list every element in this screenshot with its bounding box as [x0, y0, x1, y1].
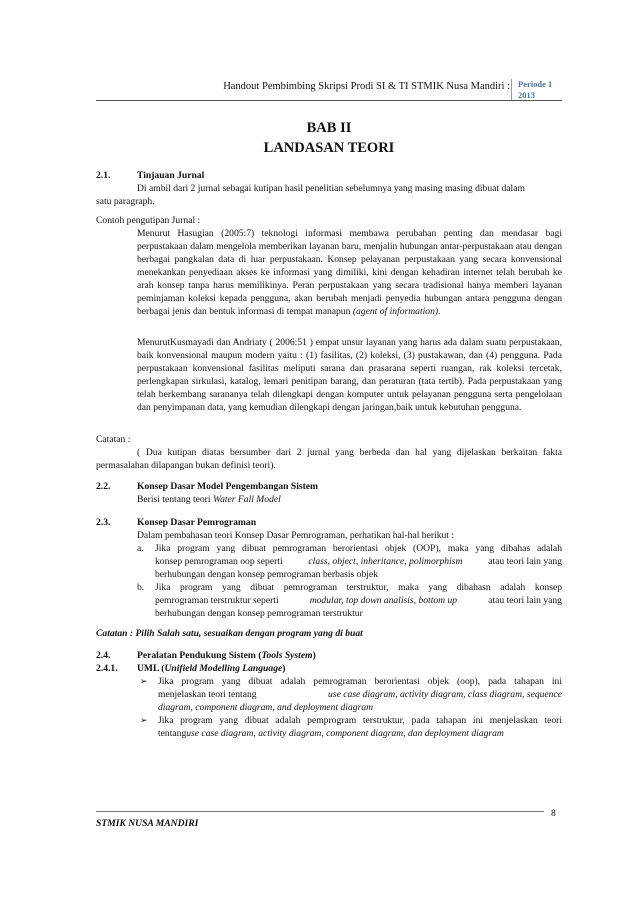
section-2-4-1-title-post: )	[282, 663, 286, 674]
section-2-4-title	[137, 649, 316, 662]
list-b-marker: b.	[137, 582, 145, 593]
bullet-1-line2-pre: menjelaskan teori tentang	[158, 689, 257, 700]
list-b-line2-italic: modular, top down analisis, bottom up	[309, 595, 458, 606]
bullet-2-line2	[158, 727, 504, 740]
note-choose-one: Catatan : Pilih Salah satu, sesuaikan dengan program yang di buat	[96, 628, 363, 639]
list-a-line3: berhubungan dengan konsep pemrograman berbasis objek	[155, 569, 378, 580]
header-divider	[96, 100, 562, 101]
list-b-line2	[155, 594, 562, 607]
header-title: Handout Pembimbing Skripsi Prodi SI & TI STMIK Nusa Mandiri :	[223, 81, 510, 92]
section-2-2-text-italic: Water Fall Model	[212, 494, 281, 505]
section-2-4-number: 2.4.	[96, 650, 111, 661]
section-2-2-number: 2.2.	[96, 481, 111, 492]
section-2-1-intro-line2: satu paragraph.	[96, 196, 155, 207]
bullet-arrow-icon: ➢	[140, 676, 148, 686]
bullet-1-line2	[158, 688, 562, 701]
note-line1: ( Dua kutipan diatas bersumber dari 2 jurnal yang berbeda dan hal yang dijelaskan berkaitan fakta	[137, 447, 562, 458]
footer-divider	[96, 811, 544, 812]
bullet-1-line2-italic: use case diagram, activity diagram, class diagram, sequence	[328, 689, 562, 700]
period-badge	[511, 79, 568, 101]
bullet-2-line1: Jika program yang dibuat adalah pemprogram terstruktur, pada tahapan ini menjelaskan teori	[158, 715, 562, 726]
section-2-2-text	[137, 493, 281, 506]
section-2-4-title-pre: Peralatan Pendukung Sistem (	[137, 650, 262, 661]
section-2-4-title-italic: Tools System	[261, 650, 313, 661]
period-label: Periode 1	[518, 79, 553, 89]
section-2-3-number: 2.3.	[96, 517, 111, 528]
section-2-3-intro: Dalam pembahasan teori Konsep Dasar Pemrograman, perhatikan hal-hal berikut :	[137, 530, 455, 541]
list-a-line2	[155, 555, 562, 568]
journal-quote-1-text: Menurut Hasugian (2005:7) teknologi informasi membawa perubahan penting dan mendasar bagi perpustakaan dalam mengelola memberikan layanan baru, menjalin hubungan antar-perpustakaan atau dengan berbagai pangkalan data di luar perpustakaan. Konsep pelayanan perpustakaan yang secara konvensional menekankan penyediaan akses ke informasi yang dimiliki, kini dengan kehadiran internet telah berubah ke arah konsep tanpa harus memilikinya. Peran perpustakaan yang secara tradisional hanya memberi layanan peminjaman koleksi kepada pengguna, akan berubah menjadi penyedia hubungan antara pengguna dengan berbagai jenis dan bentuk informasi di tempat manapun	[137, 228, 562, 317]
section-2-2-title: Konsep Dasar Model Pengembangan Sistem	[137, 481, 319, 492]
list-b-line3: berhubungan dengan konsep pemrograman terstruktur	[155, 608, 363, 619]
section-2-4-1-title-italic: Unifield Modelling Language	[164, 663, 283, 674]
chapter-number: BAB II	[306, 120, 352, 136]
list-a-line2-italic: class, object, inheritance, polimorphism	[308, 556, 463, 567]
journal-quote-2: MenurutKusmayadi dan Andriaty ( 2006:51 ) empat unsur layanan yang harus ada dalam suatu perpustakaan, baik konvensional maupun modern yaitu : (1) fasilitas, (2) koleksi, (3) pustakawan, dan (4) pengguna. Pada perpustakaan konvensional fasilitas meliputi sarana dan prasarana seperti ruangan, rak koleksi tercetak, perlengkapan sirkulasi, katalog, lemari penitipan barang, dan peraturan (tata tertib). Pada perpustakaan yang telah berkembang sarananya telah dilengkapi dengan komputer untuk pelayanan pengguna serta pengelolaan dan penyimpanan data, yang kemudian dilengkapi dengan jaringan,baik untuk kebutuhan pengguna.	[137, 337, 562, 413]
list-b-line1: Jika program yang dibuat pemrograman terstruktur, maka yang dibahasn adalah konsep	[155, 582, 562, 593]
note-line2: permasalahan dilapangan bukan definisi teori).	[96, 460, 276, 471]
list-b-line2-post: atau teori lain yang	[488, 595, 562, 606]
bullet-arrow-icon: ➢	[140, 715, 148, 725]
footer-institution: STMIK NUSA MANDIRI	[96, 818, 199, 829]
section-2-4-1-title	[137, 662, 285, 675]
bullet-1-line3: diagram, component diagram, and deployment diagram	[158, 702, 374, 713]
bullet-2-line2-pre: tentang	[158, 728, 187, 739]
list-a-marker: a.	[137, 543, 144, 554]
section-2-2-text-plain: Berisi tentang teori	[137, 494, 211, 505]
section-2-1-number: 2.1.	[96, 170, 111, 181]
journal-quote-1-italic: (agent of information).	[352, 306, 441, 317]
period-year: 2013	[518, 90, 535, 100]
journal-quote-1	[137, 227, 562, 318]
list-a-line2-pre: konsep pemrograman oop seperti	[155, 556, 283, 567]
section-2-4-1-title-pre: UML (	[137, 663, 165, 674]
section-2-4-1-number: 2.4.1.	[96, 663, 118, 674]
bullet-1-line1: Jika program yang dibuat adalah pemrograman berorientasi objek (oop), pada tahapan ini	[158, 676, 562, 687]
note-label: Catatan :	[96, 434, 131, 445]
list-a-line2-post: atau teori lain yang	[488, 556, 562, 567]
section-2-1-title: Tinjauan Jurnal	[137, 170, 205, 181]
page-number: 8	[551, 808, 556, 819]
bullet-2-line2-italic: use case diagram, activity diagram, component diagram, dan deployment diagram	[186, 728, 504, 739]
list-a-line1: Jika program yang dibuat pemrograman berorientasi objek (OOP), maka yang dibahas adalah	[155, 543, 562, 554]
example-label: Contoh pengutipan Jurnal :	[96, 215, 201, 226]
chapter-title: LANDASAN TEORI	[263, 140, 395, 156]
section-2-3-title: Konsep Dasar Pemrograman	[137, 517, 257, 528]
section-2-4-title-post: )	[312, 650, 316, 661]
list-b-line2-pre: pemrograman terstruktur seperti	[155, 595, 279, 606]
section-2-1-intro-line1: Di ambil dari 2 jurnal sebagai kutipan hasil penelitian sebelumnya yang masing masing dibuat dalam	[137, 183, 525, 194]
